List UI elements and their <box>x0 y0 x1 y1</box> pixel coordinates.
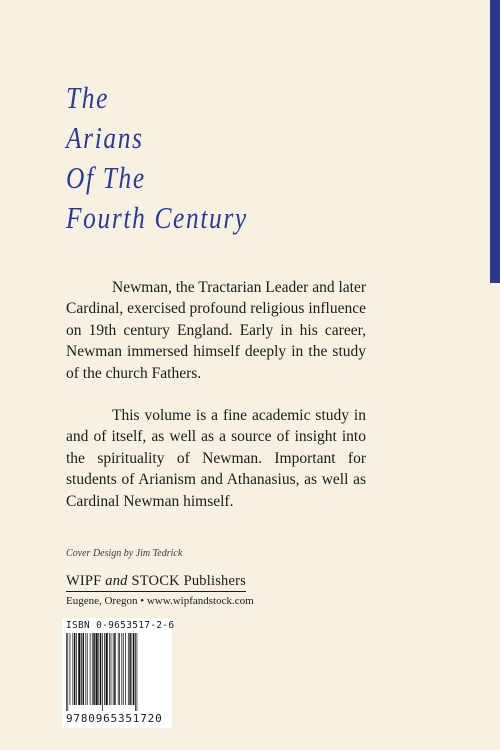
barcode-bar <box>74 633 75 705</box>
barcode-bar <box>70 633 71 705</box>
barcode-bar <box>83 633 84 705</box>
barcode-bar <box>125 633 126 705</box>
blurb-paragraph: Newman, the Tractarian Leader and later Cardinal, exercised profound religious influence on 19th century England. Early in his career, Newman immersed himself deeply in the study of the church Fathers. <box>66 279 366 382</box>
barcode-bar <box>121 633 122 705</box>
barcode-icon <box>65 633 169 711</box>
barcode-bar <box>90 633 91 705</box>
barcode-bar <box>137 633 138 711</box>
barcode-bar <box>66 633 67 711</box>
barcode-bar <box>104 633 105 705</box>
barcode-bar <box>118 633 119 705</box>
barcode-bar <box>128 633 129 705</box>
publisher-divider <box>66 591 246 592</box>
barcode-bar <box>132 633 133 705</box>
barcode-bar <box>135 633 136 711</box>
barcode-bar <box>114 633 115 705</box>
barcode-bar <box>81 633 82 705</box>
barcode-bar <box>87 633 88 705</box>
barcode-bar <box>129 633 130 705</box>
spine-color-bar <box>490 0 500 283</box>
barcode-bar <box>85 633 86 705</box>
barcode-bar <box>76 633 77 705</box>
publisher-name-prefix: WIPF <box>66 573 102 589</box>
title-line: The <box>66 80 110 115</box>
isbn-label: ISBN 0-9653517-2-6 <box>66 620 175 631</box>
back-cover-blurb <box>66 277 366 512</box>
barcode-bar <box>72 633 73 705</box>
blurb-paragraph: This volume is a fine academic study in and of itself, as well as a source of insight into the spirituality of Newman. Important for students of Arianism and Athanasius, as well as Cardinal Newman himself. <box>66 407 366 510</box>
title-line: Arians <box>66 120 144 155</box>
barcode-bar <box>98 633 99 705</box>
barcode-bar <box>109 633 110 705</box>
publisher-location: Eugene, Oregon • www.wipfandstock.com <box>66 595 254 607</box>
barcode-bar <box>78 633 80 705</box>
barcode-bar <box>111 633 112 705</box>
barcode-bar <box>96 633 98 705</box>
barcode-bar <box>67 633 68 711</box>
barcode-bar <box>133 633 134 705</box>
barcode-number: 9780965351720 <box>66 712 163 725</box>
cover-design-credit: Cover Design by Jim Tedrick <box>66 548 183 559</box>
publisher-name-suffix: STOCK Publishers <box>131 573 246 589</box>
barcode-bar <box>102 633 103 711</box>
title-line: Fourth Century <box>66 200 248 235</box>
barcode-bar <box>93 633 94 705</box>
publisher-name <box>66 573 246 590</box>
barcode-bar <box>100 633 101 705</box>
barcode-bar <box>113 633 114 705</box>
barcode-bar <box>123 633 124 705</box>
isbn-barcode-block <box>62 618 175 728</box>
barcode-bar <box>92 633 93 705</box>
publisher-name-and: and <box>105 573 128 589</box>
barcode-bar <box>119 633 120 705</box>
barcode-bar <box>106 633 108 705</box>
title-line: Of The <box>66 160 146 195</box>
book-title <box>66 78 312 238</box>
